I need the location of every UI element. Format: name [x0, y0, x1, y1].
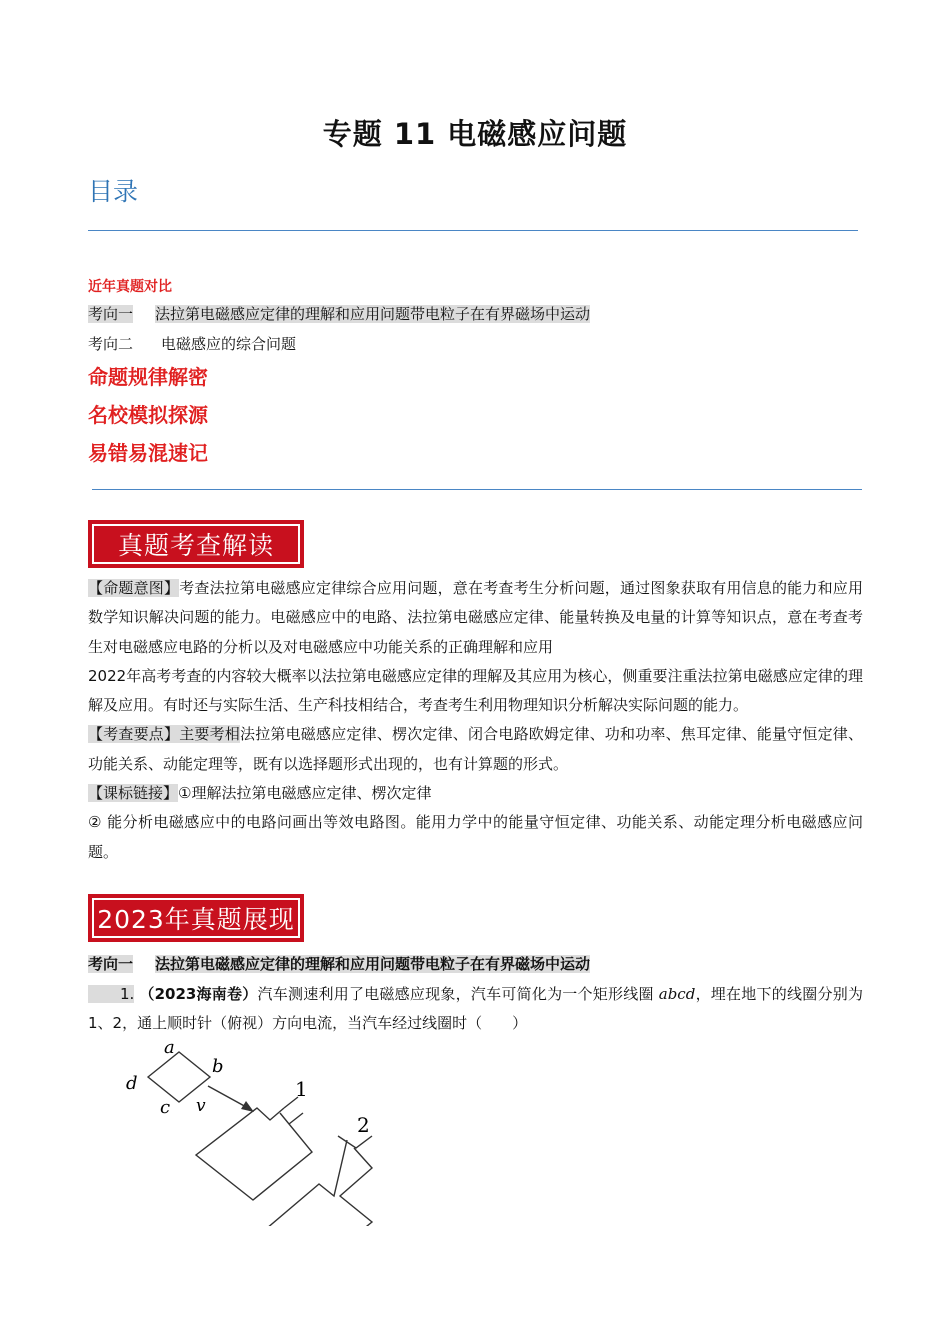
analysis-text — [88, 574, 863, 867]
question-text-b: ，埋在地下的线圈分别为1、2，通上顺时针（俯视）方向电流，当汽车经过线圈时（ ） — [88, 985, 863, 1032]
velocity-arrowhead — [241, 1101, 254, 1112]
question-source: （2023海南卷） — [139, 985, 258, 1003]
divider-bottom — [92, 489, 862, 490]
coil-1-lead-b — [289, 1113, 303, 1124]
question-section-text: 法拉第电磁感应定律的理解和应用问题带电粒子在有界磁场中运动 — [155, 955, 591, 973]
car-loop — [148, 1052, 210, 1102]
banner-analysis-label: 真题考查解读 — [92, 524, 300, 564]
question-section-heading — [88, 953, 590, 974]
velocity-arrow — [208, 1086, 248, 1108]
intent-text-2: 2022年高考考查的内容较大概率以法拉第电磁感应定律的理解及其应用为核心，侧重要注重法拉第电磁感应定律的理解及应用。有时还与实际生活、生产科技相结合，考查考生利用物理知识分析解决实际问题的能力。 — [88, 666, 863, 715]
curriculum-text-1: ①理解法拉第电磁感应定律、楞次定律 — [178, 784, 432, 803]
toc-section-rules[interactable]: 命题规律解密 — [88, 365, 208, 389]
divider-top — [88, 230, 858, 231]
coil-1 — [196, 1108, 312, 1200]
toc-item-2-label: 考向二 — [88, 335, 134, 353]
toc-section-mock[interactable]: 名校模拟探源 — [88, 403, 208, 427]
label-v: v — [196, 1096, 206, 1116]
label-d: d — [126, 1073, 138, 1094]
points-lead: 主要考相 — [179, 725, 240, 744]
question-var: abcd — [658, 985, 696, 1003]
intent-label: 【命题意图】 — [88, 579, 180, 597]
toc-item-2[interactable] — [88, 333, 296, 354]
toc-item-1[interactable] — [88, 303, 590, 324]
curriculum-text-2: ② 能分析电磁感应中的电路问画出等效电路图。能用力学中的能量守恒定律、功能关系、动能定理分析电磁感应问题。 — [88, 813, 863, 861]
question-1 — [88, 980, 863, 1038]
coil-figure — [120, 1036, 420, 1226]
toc-item-1-label: 考向一 — [88, 305, 134, 323]
toc-item-2-text: 电磁感应的综合问题 — [161, 335, 297, 353]
toc-recent-heading: 近年真题对比 — [88, 279, 172, 295]
points-text: 法拉第电磁感应定律、楞次定律、闭合电路欧姆定律、功和功率、焦耳定律、能量守恒定律、功能关系、动能定理等，既有以选择题形式出现的，也有计算题的形式。 — [88, 725, 863, 773]
toc-section-errors[interactable]: 易错易混速记 — [88, 441, 208, 465]
coil-2-body — [338, 1136, 372, 1148]
label-1: 1 — [295, 1077, 308, 1101]
question-section-label: 考向一 — [88, 955, 134, 973]
intent-text: 考查法拉第电磁感应定律综合应用问题，意在考查考生分析问题，通过图象获取有用信息的能力和应用数学知识解决问题的能力。电磁感应中的电路、法拉第电磁感应定律、能量转换及电量的计算等知识点，意在考查考生对电磁感应电路的分析以及对电磁感应中功能关系的正确理解和应用 — [88, 579, 863, 656]
question-number: 1. — [88, 985, 134, 1003]
toc-heading: 目录 — [88, 177, 139, 206]
curriculum-label: 【课标链接】 — [88, 784, 179, 803]
points-label: 【考查要点】 — [88, 725, 180, 744]
banner-2023 — [88, 894, 304, 942]
label-b: b — [212, 1056, 224, 1077]
page-title: 专题 11 电磁感应问题 — [322, 117, 628, 151]
coil-2 — [266, 1140, 372, 1226]
banner-analysis — [88, 520, 304, 568]
toc-item-1-text: 法拉第电磁感应定律的理解和应用问题带电粒子在有界磁场中运动 — [155, 305, 591, 323]
label-c: c — [160, 1097, 171, 1118]
banner-2023-label: 2023年真题展现 — [92, 898, 300, 938]
question-text-a: 汽车测速利用了电磁感应现象，汽车可简化为一个矩形线圈 — [257, 985, 654, 1003]
label-a: a — [164, 1037, 175, 1058]
label-2: 2 — [357, 1113, 370, 1137]
